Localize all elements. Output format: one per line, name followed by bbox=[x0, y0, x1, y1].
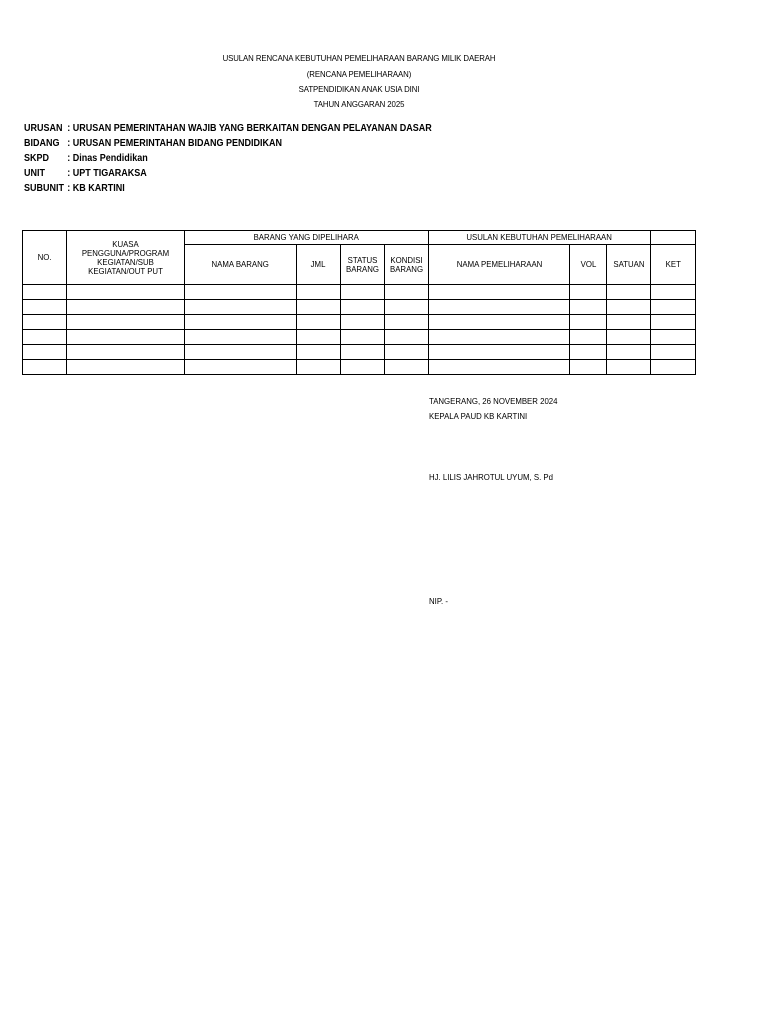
header-no: NO. bbox=[23, 231, 67, 285]
header-vol: VOL bbox=[570, 245, 607, 285]
header-kondisi-barang: KONDISI BARANG bbox=[385, 245, 429, 285]
doc-unit-type: SATPENDIDIKAN ANAK USIA DINI bbox=[298, 84, 420, 94]
header-satuan: SATUAN bbox=[607, 245, 651, 285]
info-label: UNIT bbox=[24, 168, 46, 179]
header-ket: KET bbox=[651, 245, 696, 285]
info-urusan bbox=[24, 123, 432, 134]
info-value: : KB KARTINI bbox=[67, 183, 125, 194]
header-nama-pemeliharaan: NAMA PEMELIHARAAN bbox=[429, 245, 570, 285]
info-value: : URUSAN PEMERINTAHAN WAJIB YANG BERKAITAN DENGAN PELAYANAN DASAR bbox=[67, 123, 432, 134]
info-value: : Dinas Pendidikan bbox=[67, 153, 148, 164]
info-value: : URUSAN PEMERINTAHAN BIDANG PENDIDIKAN bbox=[67, 138, 283, 149]
table-row bbox=[23, 315, 696, 330]
signature-position: KEPALA PAUD KB KARTINI bbox=[429, 411, 528, 421]
signature-place-date: TANGERANG, 26 NOVEMBER 2024 bbox=[429, 396, 558, 406]
maintenance-table bbox=[22, 230, 696, 375]
doc-title: USULAN RENCANA KEBUTUHAN PEMELIHARAAN BARANG MILIK DAERAH bbox=[222, 53, 496, 63]
info-unit bbox=[24, 168, 147, 179]
signature-name: HJ. LILIS JAHROTUL UYUM, S. Pd bbox=[429, 472, 553, 482]
info-label: URUSAN bbox=[24, 123, 63, 134]
info-subunit bbox=[24, 183, 125, 194]
info-label: BIDANG bbox=[24, 138, 60, 149]
table-row bbox=[23, 300, 696, 315]
table-row bbox=[23, 345, 696, 360]
info-bidang bbox=[24, 138, 282, 149]
header-blank bbox=[651, 231, 696, 245]
info-value: : UPT TIGARAKSA bbox=[67, 168, 147, 179]
header-jml: JML bbox=[297, 245, 341, 285]
doc-subtitle: (RENCANA PEMELIHARAAN) bbox=[306, 69, 412, 79]
signature-nip: NIP. - bbox=[429, 596, 448, 606]
table-row bbox=[23, 330, 696, 345]
header-nama-barang: NAMA BARANG bbox=[185, 245, 297, 285]
header-group-usulan: USULAN KEBUTUHAN PEMELIHARAAN bbox=[429, 231, 651, 245]
header-kuasa: KUASA PENGGUNA/PROGRAM KEGIATAN/SUB KEGIATAN/OUT PUT bbox=[67, 231, 185, 285]
doc-fiscal-year: TAHUN ANGGARAN 2025 bbox=[313, 99, 405, 109]
header-group-barang: BARANG YANG DIPELIHARA bbox=[185, 231, 429, 245]
info-label: SKPD bbox=[24, 153, 50, 164]
info-skpd bbox=[24, 153, 148, 164]
header-status-barang: STATUS BARANG bbox=[341, 245, 385, 285]
table-row bbox=[23, 360, 696, 375]
table-row bbox=[23, 285, 696, 300]
info-label: SUBUNIT bbox=[24, 183, 65, 194]
